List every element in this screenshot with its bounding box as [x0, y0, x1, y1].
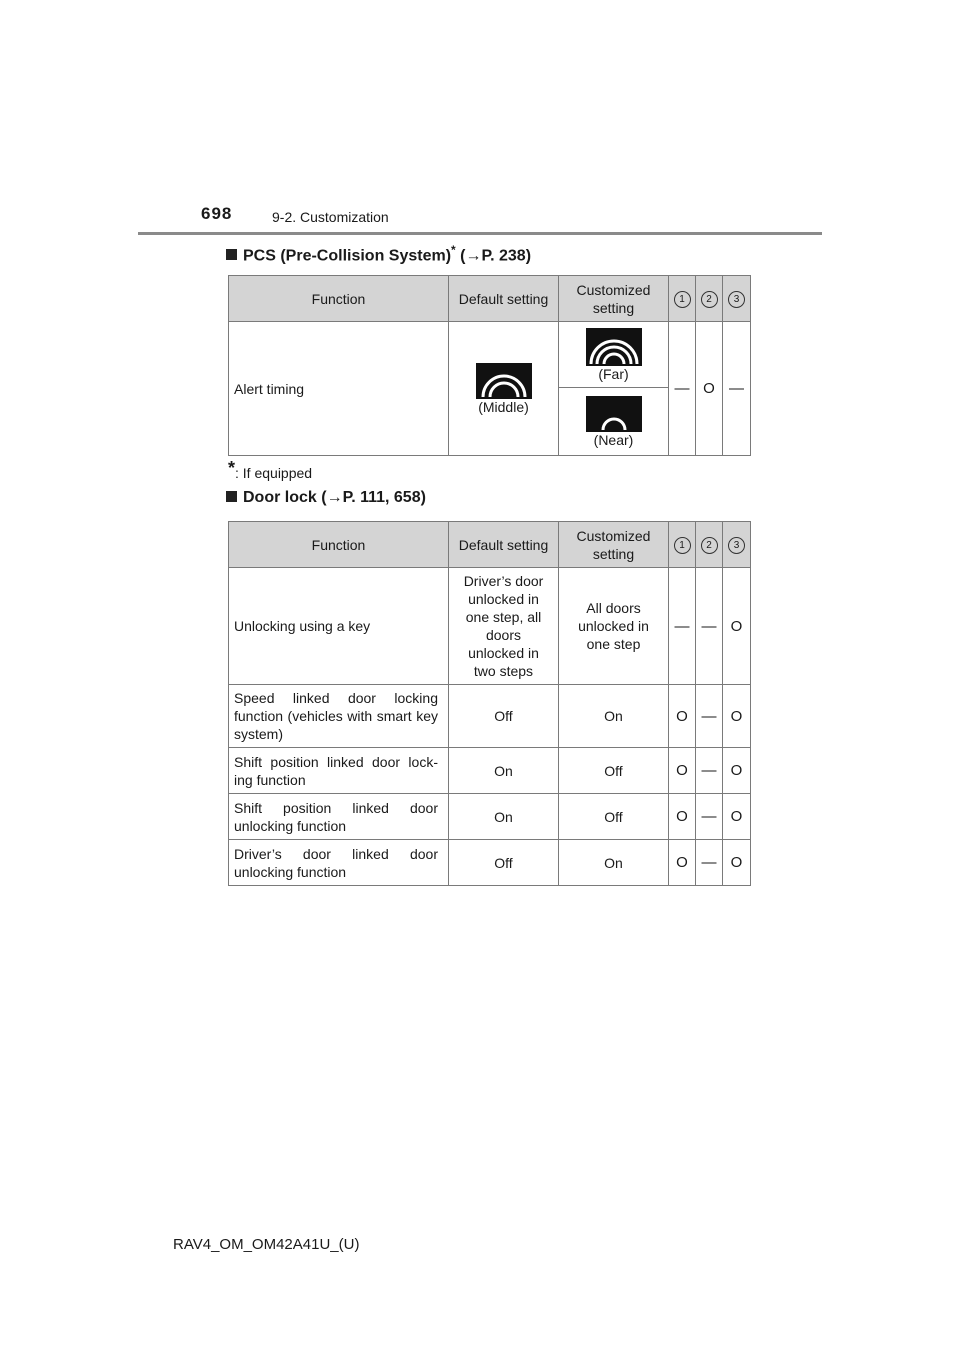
table-row — [229, 748, 751, 794]
function-cell: Driver’s door linked door unlocking function — [229, 840, 449, 886]
signal-arcs-near-icon — [586, 396, 642, 432]
table-row — [229, 685, 751, 748]
section-title: 9-2. Customization — [272, 209, 389, 225]
table-row — [229, 840, 751, 886]
function-cell: Unlocking using a key — [229, 568, 449, 685]
col-function: Function — [229, 276, 449, 322]
c3-cell: O — [723, 685, 751, 748]
table-row — [229, 794, 751, 840]
c3-cell: O — [723, 840, 751, 886]
door-header-row — [229, 522, 751, 568]
custom-cell: Off — [559, 748, 669, 794]
pcs-heading — [226, 243, 531, 265]
col-2 — [696, 522, 723, 568]
c1-cell: O — [669, 794, 696, 840]
col-function: Function — [229, 522, 449, 568]
circled-1-icon: 1 — [674, 291, 691, 308]
pcs-ref: (→P. 238) — [460, 247, 532, 265]
custom-cell: All doors unlocked in one step — [559, 568, 669, 685]
custom-cell: On — [559, 685, 669, 748]
col-1 — [669, 522, 696, 568]
page-number: 698 — [201, 204, 233, 223]
door-table — [228, 521, 751, 886]
document-code: RAV4_OM_OM42A41U_(U) — [173, 1236, 360, 1253]
pcs-title: PCS (Pre-Collision System) — [243, 247, 452, 265]
col-custom: Customized setting — [559, 276, 669, 322]
default-cell: On — [449, 748, 559, 794]
custom-far-label: (Far) — [598, 365, 629, 382]
default-label: (Middle) — [478, 398, 529, 415]
signal-arcs-far-icon — [586, 328, 642, 366]
c3-cell: — — [723, 322, 751, 456]
c2-cell: — — [696, 748, 723, 794]
c1-cell: O — [669, 840, 696, 886]
default-cell: Off — [449, 685, 559, 748]
circled-2-icon: 2 — [701, 291, 718, 308]
col-1 — [669, 276, 696, 322]
default-cell — [449, 322, 559, 456]
square-bullet-icon — [226, 249, 237, 260]
circled-3-icon: 3 — [728, 537, 745, 554]
custom-near-cell — [559, 388, 669, 456]
col-custom: Customized setting — [559, 522, 669, 568]
door-ref: (→P. 111, 658) — [321, 489, 426, 506]
door-heading — [226, 489, 426, 507]
custom-cell: On — [559, 840, 669, 886]
function-cell: Shift position linked door lock-ing function — [229, 748, 449, 794]
pcs-star: * — [451, 243, 456, 257]
col-default: Default setting — [449, 522, 559, 568]
pcs-row-alert — [229, 322, 751, 388]
col-3 — [723, 522, 751, 568]
signal-arcs-middle-icon — [476, 363, 532, 399]
pcs-table — [228, 275, 751, 456]
c3-cell: O — [723, 748, 751, 794]
header-divider — [138, 232, 822, 235]
c3-cell: O — [723, 794, 751, 840]
function-cell: Speed linked door locking function (vehicles with smart key system) — [229, 685, 449, 748]
c1-cell: O — [669, 685, 696, 748]
c1-cell: O — [669, 748, 696, 794]
footnote — [228, 458, 313, 483]
c1-cell: — — [669, 568, 696, 685]
custom-near-label: (Near) — [593, 431, 634, 448]
c2-cell: — — [696, 685, 723, 748]
default-cell: On — [449, 794, 559, 840]
col-2 — [696, 276, 723, 322]
c2-cell: O — [696, 322, 723, 456]
square-bullet-icon — [226, 491, 237, 502]
door-title: Door lock — [243, 489, 317, 506]
c3-cell: O — [723, 568, 751, 685]
footnote-text: : If equipped — [235, 465, 313, 481]
function-cell: Alert timing — [229, 322, 449, 456]
default-cell: Driver’s door unlocked in one step, all doors unlocked in two steps — [449, 568, 559, 685]
col-3 — [723, 276, 751, 322]
c2-cell: — — [696, 794, 723, 840]
custom-cell: Off — [559, 794, 669, 840]
pcs-header-row — [229, 276, 751, 322]
circled-2-icon: 2 — [701, 537, 718, 554]
c1-cell: — — [669, 322, 696, 456]
c2-cell: — — [696, 568, 723, 685]
custom-far-cell — [559, 322, 669, 388]
col-default: Default setting — [449, 276, 559, 322]
default-cell: Off — [449, 840, 559, 886]
function-cell: Shift position linked door unlocking function — [229, 794, 449, 840]
circled-1-icon: 1 — [674, 537, 691, 554]
c2-cell: — — [696, 840, 723, 886]
table-row — [229, 568, 751, 685]
footnote-star: * — [228, 458, 236, 478]
circled-3-icon: 3 — [728, 291, 745, 308]
